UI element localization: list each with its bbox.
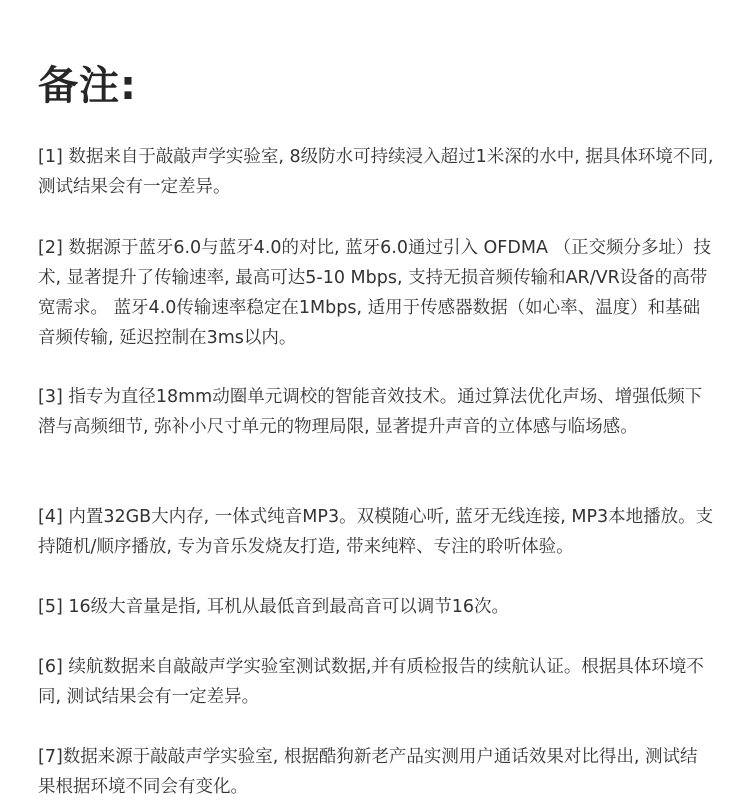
note-1: [1] 数据来自于敲敲声学实验室, 8级防水可持续浸入超过1米深的水中, 据具体环境不同, 测试结果会有一定差异。 <box>38 147 714 197</box>
note-3: [3] 指专为直径18mm动圈单元调校的智能音效技术。通过算法优化声场、增强低频下潜与高频细节, 弥补小尺寸单元的物理局限, 显著提升声音的立体感与临场感。 <box>38 387 703 437</box>
note-6: [6] 续航数据来自敲敲声学实验室测试数据,并有质检报告的续航认证。根据具体环境不同, 测试结果会有一定差异。 <box>38 657 704 707</box>
note-4: [4] 内置32GB大内存, 一体式纯音MP3。双模随心听, 蓝牙无线连接, MP3本地播放。支持随机/顺序播放, 专为音乐发烧友打造, 带来纯粹、专注的聆听体验。 <box>38 507 714 557</box>
notes-heading: 备注: <box>38 63 137 109</box>
note-7: [7]数据来源于敲敲声学实验室, 根据酷狗新老产品实测用户通话效果对比得出, 测试结果根据环境不同会有变化。 <box>38 747 698 797</box>
note-2: [2] 数据源于蓝牙6.0与蓝牙4.0的对比, 蓝牙6.0通过引入 OFDMA （正交频分多址）技术, 显著提升了传输速率, 最高可达5-10 Mbps, 支持无损音频传输和AR/VR设备的高带宽需求。 蓝牙4.0传输速率稳定在1Mbps, 适用于传感器数据（如心率、温度）和基础音频传输, 延迟控制在3ms以内。 <box>38 238 711 348</box>
note-5: [5] 16级大音量是指, 耳机从最低音到最高音可以调节16次。 <box>38 597 510 617</box>
